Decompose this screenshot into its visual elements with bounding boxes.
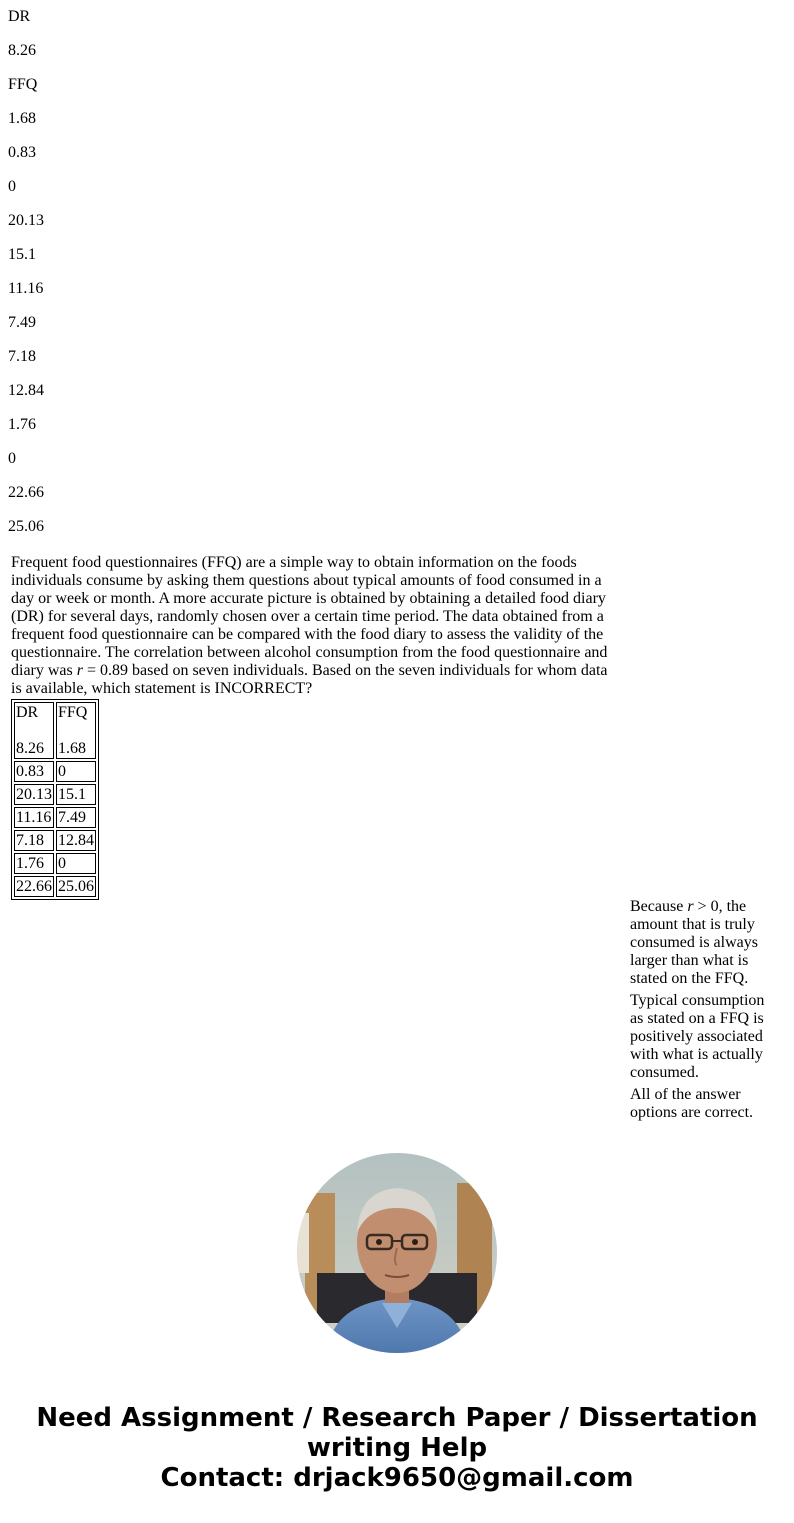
list-item: 0.83	[8, 144, 36, 161]
list-item: 12.84	[8, 382, 44, 399]
dr-cell: 0.83	[14, 761, 54, 782]
contact-banner	[0, 1403, 794, 1493]
list-item: FFQ	[8, 76, 38, 93]
avatar	[297, 1153, 497, 1353]
table-row	[14, 784, 96, 805]
list-item: 0	[8, 178, 16, 195]
ffq-cell: 25.06	[58, 878, 94, 895]
list-item: 11.16	[8, 280, 44, 297]
list-item: 8.26	[8, 42, 36, 59]
list-item: 1.68	[8, 110, 36, 127]
dr-cell: 20.13	[16, 786, 52, 803]
table-row	[14, 830, 96, 851]
answer-option-3[interactable]: All of the answer options are correct.	[630, 1086, 754, 1121]
banner-line-2: writing Help	[306, 1433, 488, 1463]
r-symbol: r	[76, 662, 83, 679]
table-row	[14, 853, 96, 874]
dr-cell: 22.66	[16, 878, 52, 895]
answer-option-2[interactable]: Typical consumption as stated on a FFQ is positively associated with what is actually consumed.	[630, 992, 765, 1081]
portrait-image	[297, 1153, 497, 1353]
table-row	[14, 876, 96, 897]
list-item: 25.06	[8, 518, 44, 535]
list-item: 1.76	[8, 416, 36, 433]
question-text: Frequent food questionnaires (FFQ) are a simple way to obtain information on the foods individuals consume by asking them questions about typical amounts of food consumed in a day or week or month. A more accurate picture is obtained by obtaining a detailed food diary (DR) for several days, randomly chosen over a certain time period. The data obtained from a frequent food questionnaire can be compared with the food diary to assess the validity of the questionnaire. The correlation between alcohol consumption from the food questionnaire and diary was r = 0.89 based on seven individuals. Based on the seven individuals for whom data is available, which statement is INCORRECT?	[11, 554, 608, 697]
ffq-cell: 7.49	[56, 807, 96, 828]
dr-first-value: 8.26	[16, 740, 44, 757]
answer-options	[630, 898, 770, 1126]
banner-line-3: Contact: drjack9650@gmail.com	[160, 1463, 634, 1493]
list-item: 7.49	[8, 314, 36, 331]
ffq-cell: 0	[56, 761, 96, 782]
top-value-list	[8, 7, 44, 551]
list-item: 22.66	[8, 484, 44, 501]
r-symbol: r	[687, 898, 694, 915]
dr-cell: 7.18	[14, 830, 54, 851]
ffq-cell: 12.84	[58, 832, 94, 849]
list-item: 7.18	[8, 348, 36, 365]
data-table	[11, 699, 99, 900]
banner-line-1: Need Assignment / Research Paper / Dissertation	[36, 1403, 758, 1433]
table-row	[14, 807, 96, 828]
list-item: 0	[8, 450, 16, 467]
dr-cell: 1.76	[14, 853, 54, 874]
dr-label: DR	[16, 704, 39, 721]
list-item: 20.13	[8, 212, 44, 229]
dr-cell: 11.16	[14, 807, 54, 828]
ffq-label: FFQ	[58, 704, 88, 721]
list-item: 15.1	[8, 246, 36, 263]
table-row	[14, 761, 96, 782]
ffq-cell: 0	[56, 853, 96, 874]
ffq-cell: 15.1	[56, 784, 96, 805]
ffq-first-value: 1.68	[58, 740, 86, 757]
table-header-row	[14, 702, 96, 759]
answer-option-1[interactable]: Because r > 0, the amount that is truly consumed is always larger than what is stated on the FFQ.	[630, 898, 758, 987]
list-item: DR	[8, 8, 31, 25]
